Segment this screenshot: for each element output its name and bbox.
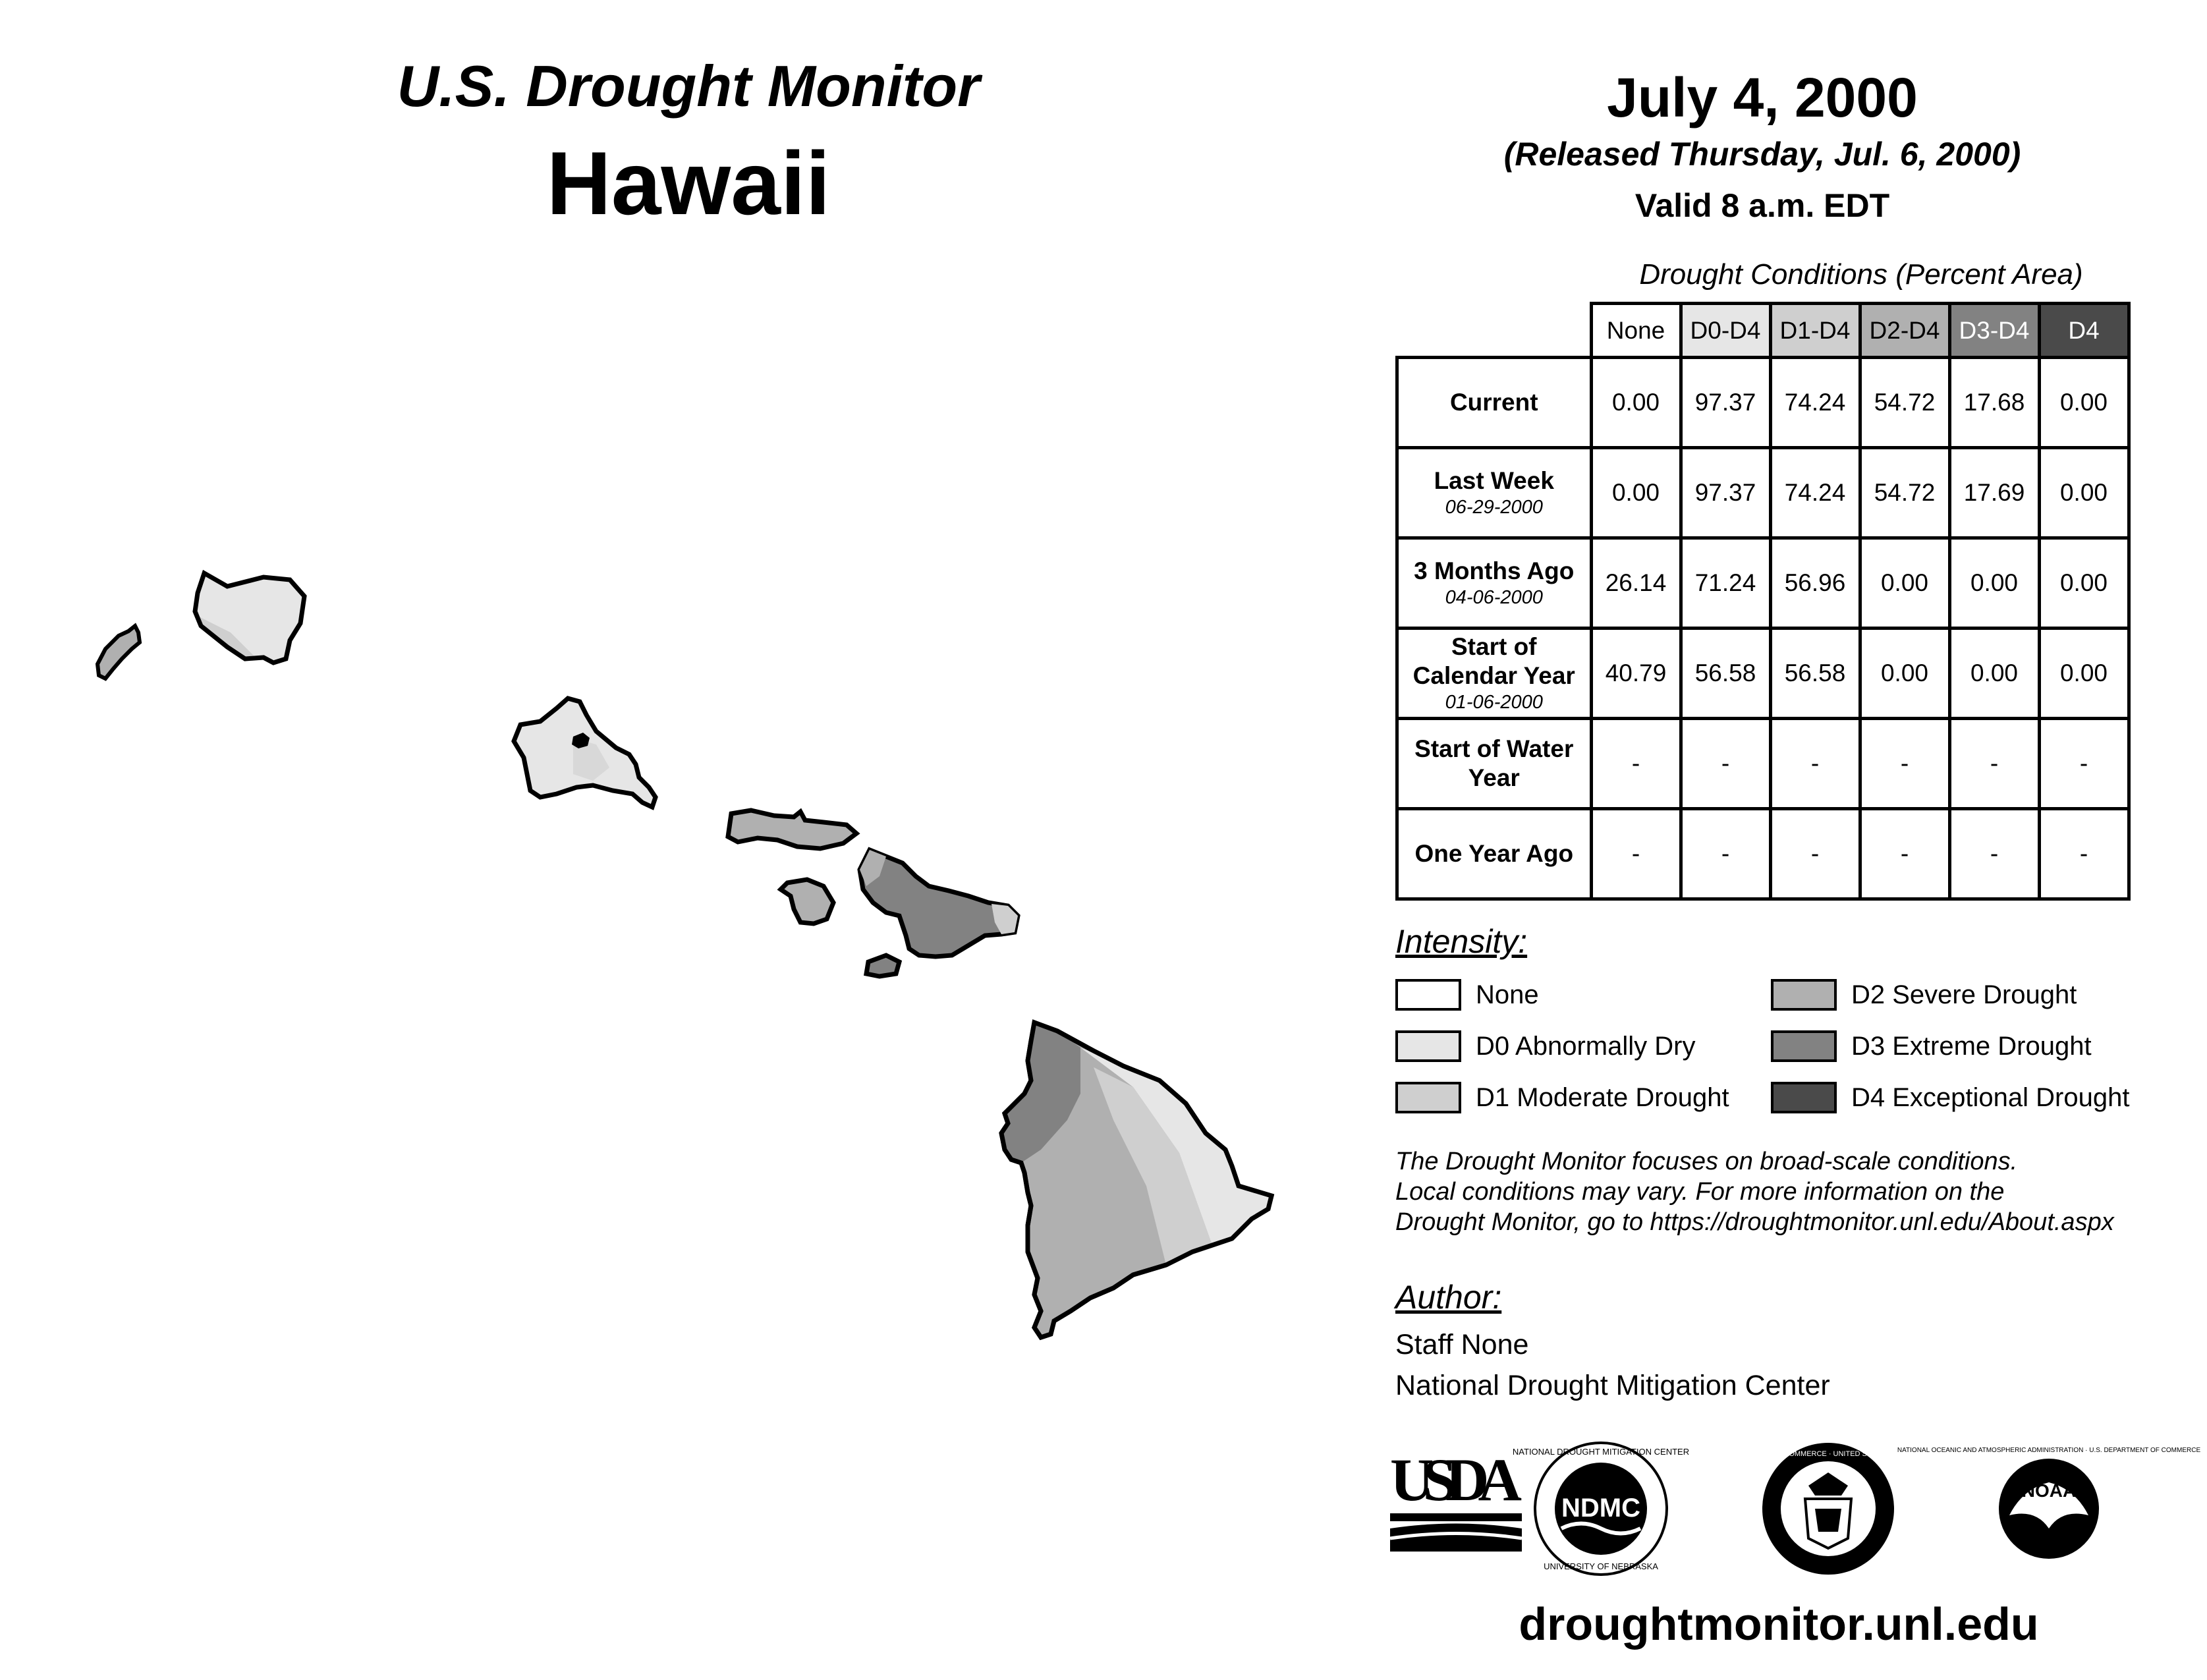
legend-d4 (1771, 1081, 2129, 1114)
table-row (1397, 358, 2129, 448)
table-cell: 74.24 (1770, 448, 1860, 538)
big-island (1001, 1022, 1271, 1337)
note-line: Local conditions may vary. For more information on the (1395, 1178, 2005, 1206)
table-cell: 0.00 (1591, 358, 1681, 448)
table-cell: - (1681, 719, 1770, 809)
author-heading: Author: (1395, 1279, 1502, 1316)
table-cell: 0.00 (2039, 448, 2129, 538)
table-cell: 56.58 (1681, 629, 1770, 719)
row-label-date: 06-29-2000 (1445, 497, 1543, 518)
table-cell: 17.68 (1949, 358, 2039, 448)
row-label-text: One Year Ago (1414, 840, 1574, 867)
table-cell: 56.96 (1770, 538, 1860, 629)
legend-d3 (1771, 1030, 2092, 1063)
col-d1-d4: D1-D4 (1770, 304, 1860, 358)
table-cell: 71.24 (1681, 538, 1770, 629)
ndmc-ring-bottom: UNIVERSITY OF NEBRASKA (1544, 1561, 1658, 1571)
legend-swatch (1771, 1082, 1837, 1113)
release-date: (Released Thursday, Jul. 6, 2000) (1503, 136, 2021, 173)
row-label (1397, 538, 1592, 629)
row-label (1397, 719, 1592, 809)
table-cell: 56.58 (1770, 629, 1860, 719)
legend-none (1395, 978, 1539, 1011)
col-d4: D4 (2039, 304, 2129, 358)
table-row (1397, 719, 2129, 809)
table-cell: 40.79 (1591, 629, 1681, 719)
table-cell: - (1591, 719, 1681, 809)
table-cell: - (1681, 809, 1770, 899)
col-d2-d4: D2-D4 (1860, 304, 1949, 358)
legend-swatch (1395, 1030, 1461, 1062)
table-cell: - (1770, 809, 1860, 899)
map-date: July 4, 2000 (1607, 67, 1918, 128)
doc-seal-logo (1720, 1443, 1936, 1575)
table-corner (1397, 304, 1592, 358)
table-cell: - (1949, 719, 2039, 809)
table-cell: 26.14 (1591, 538, 1681, 629)
usda-logo (1390, 1446, 1522, 1552)
maui-island (860, 850, 1018, 957)
legend-swatch (1395, 979, 1461, 1011)
row-label-text: Current (1449, 389, 1538, 416)
table-row (1397, 448, 2129, 538)
molokai-island (728, 810, 856, 849)
table-cell: 74.24 (1770, 358, 1860, 448)
table-cell: 54.72 (1860, 358, 1949, 448)
noaa-logo (1897, 1443, 2201, 1575)
table-header-row (1397, 304, 2129, 358)
row-label (1397, 629, 1592, 719)
row-label-text: 3 Months Ago (1414, 557, 1575, 584)
col-none: None (1591, 304, 1681, 358)
kauai-island (191, 567, 323, 672)
legend-d2 (1771, 978, 2077, 1011)
legend-d1 (1395, 1081, 1729, 1114)
author-org: National Drought Mitigation Center (1395, 1370, 1830, 1401)
map-title: U.S. Drought Monitor (397, 53, 980, 119)
table-cell: - (2039, 809, 2129, 899)
legend-label: D1 Moderate Drought (1476, 1082, 1729, 1112)
table-cell: 0.00 (1860, 629, 1949, 719)
doc-ring-text: DEPARTMENT OF COMMERCE · UNITED STATES OF AMERICA (1720, 1450, 1936, 1458)
col-d0-d4: D0-D4 (1681, 304, 1770, 358)
table-cell: - (1591, 809, 1681, 899)
table-cell: - (1860, 719, 1949, 809)
disclaimer-note (1395, 1146, 2173, 1237)
table-row (1397, 629, 2129, 719)
table-cell: 0.00 (1591, 448, 1681, 538)
website-url: droughtmonitor.unl.edu (1519, 1598, 2039, 1650)
legend-label: D0 Abnormally Dry (1476, 1031, 1696, 1061)
table-cell: - (1949, 809, 2039, 899)
note-line: Drought Monitor, go to https://droughtmonitor.unl.edu/About.aspx (1395, 1208, 2114, 1236)
legend-swatch (1395, 1082, 1461, 1113)
kahoolawe-island (866, 955, 899, 976)
table-row (1397, 538, 2129, 629)
niihau-island (98, 626, 140, 679)
table-caption: Drought Conditions (Percent Area) (1639, 258, 2083, 291)
row-label (1397, 448, 1592, 538)
col-d3-d4: D3-D4 (1949, 304, 2039, 358)
row-label-date: 01-06-2000 (1445, 692, 1543, 713)
table-cell: - (2039, 719, 2129, 809)
legend-label: D2 Severe Drought (1851, 980, 2077, 1009)
table-cell: 17.69 (1949, 448, 2039, 538)
legend-label: D4 Exceptional Drought (1851, 1082, 2130, 1112)
note-line: The Drought Monitor focuses on broad-scale conditions. (1395, 1148, 2018, 1175)
legend-swatch (1771, 1030, 1837, 1062)
table-cell: 0.00 (1860, 538, 1949, 629)
ndmc-ring-top: NATIONAL DROUGHT MITIGATION CENTER (1512, 1447, 1690, 1457)
author-name: Staff None (1395, 1329, 1529, 1360)
ndmc-logo-text: NDMC (1561, 1494, 1640, 1523)
drought-conditions-table (1395, 302, 2131, 901)
table-cell: 0.00 (2039, 629, 2129, 719)
legend-label: None (1476, 980, 1539, 1009)
partner-logos (1390, 1440, 2201, 1578)
table-cell: 54.72 (1860, 448, 1949, 538)
table-cell: 0.00 (1949, 629, 2039, 719)
table-row (1397, 809, 2129, 899)
ndmc-logo (1513, 1443, 1689, 1575)
lanai-island (781, 880, 833, 924)
row-label (1397, 809, 1592, 899)
row-label-date: 04-06-2000 (1445, 587, 1543, 608)
table-cell: - (1770, 719, 1860, 809)
usda-logo-text: USDA (1390, 1446, 1522, 1513)
legend-d0 (1395, 1030, 1695, 1063)
table-cell: 97.37 (1681, 358, 1770, 448)
legend-title: Intensity: (1395, 923, 1528, 960)
row-label-text: Start of Calendar Year (1412, 633, 1575, 689)
row-label (1397, 358, 1592, 448)
valid-time: Valid 8 a.m. EDT (1634, 187, 1890, 224)
noaa-logo-text: NOAA (2021, 1480, 2077, 1501)
region-title: Hawaii (546, 133, 831, 233)
table-cell: - (1860, 809, 1949, 899)
oahu-island (514, 698, 656, 807)
author-block (1395, 1324, 1830, 1406)
legend-label: D3 Extreme Drought (1851, 1031, 2092, 1061)
legend-swatch (1771, 979, 1837, 1011)
row-label-text: Start of Water Year (1414, 735, 1574, 791)
table-cell: 0.00 (2039, 538, 2129, 629)
table-cell: 97.37 (1681, 448, 1770, 538)
table-cell: 0.00 (1949, 538, 2039, 629)
row-label-text: Last Week (1434, 467, 1554, 494)
noaa-ring-text: NATIONAL OCEANIC AND ATMOSPHERIC ADMINISTRATION · U.S. DEPARTMENT OF COMMERCE (1897, 1447, 2201, 1454)
table-cell: 0.00 (2039, 358, 2129, 448)
